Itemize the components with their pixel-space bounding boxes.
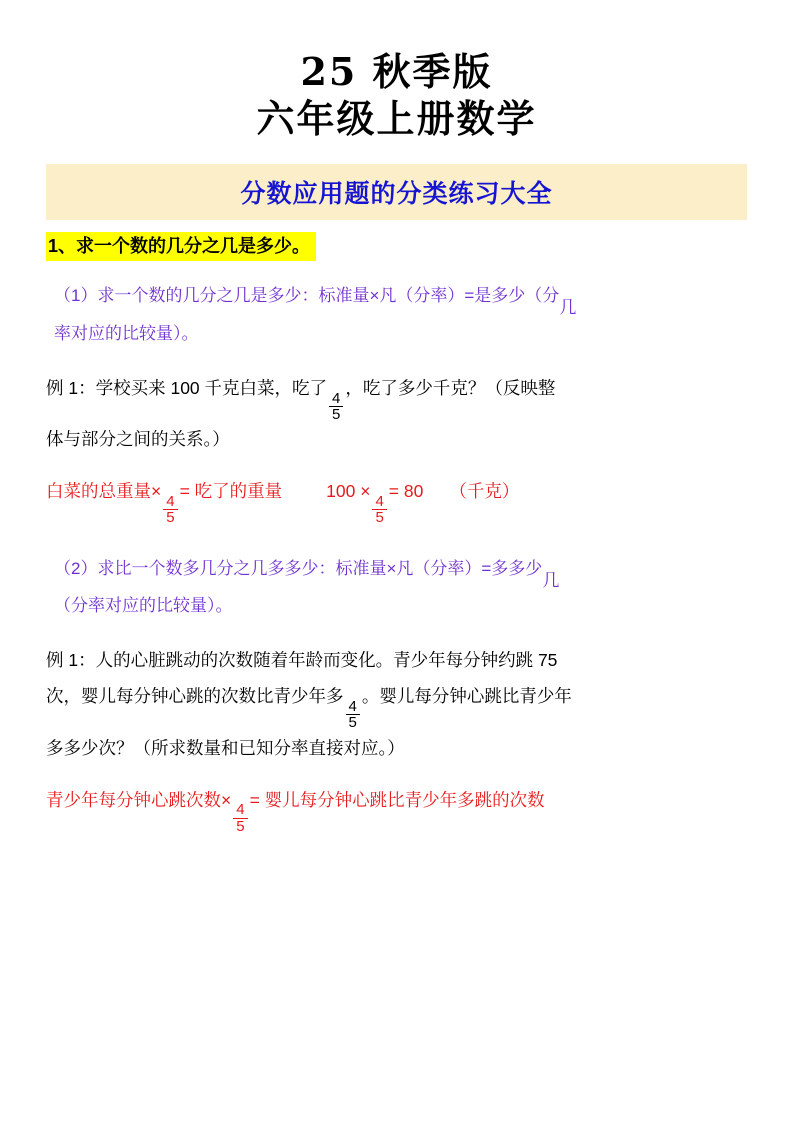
rule-1-stack — [559, 299, 576, 317]
rule-2-prefix: （2）求比一个数多几分之几多多少：标准量×凡（分率）=多多少 — [54, 558, 543, 578]
answer-1-part-b: = 吃了的重量 — [179, 481, 283, 502]
answer-1-part-a: 白菜的总重量× — [46, 481, 162, 502]
example-1-text-a: 例 1：学校买来 100 千克白菜，吃了 — [46, 377, 328, 398]
example-paragraph-2 — [46, 643, 747, 766]
answer-line-1 — [46, 474, 747, 525]
rule-1-stack-bottom: 几 — [559, 298, 577, 318]
answer-2-part-b: = 婴儿每分钟心跳比青少年多跳的次数 — [249, 789, 545, 810]
fraction-four-fifths — [329, 391, 343, 423]
fraction-four-fifths — [163, 494, 177, 526]
fraction-four-fifths — [346, 699, 360, 731]
example-2-text-b: 。婴儿每分钟心跳比青少年 — [361, 686, 572, 707]
fraction-denominator: 5 — [329, 406, 343, 422]
fraction-numerator: 4 — [166, 493, 175, 511]
rule-1-prefix: （1）求一个数的几分之几是多少：标准量×凡（分率）=是多少（分 — [54, 286, 560, 306]
banner-text: 分数应用题的分类练习大全 — [240, 178, 553, 208]
rule-paragraph-1 — [46, 279, 747, 351]
answer-line-2 — [46, 783, 747, 834]
fraction-denominator: 5 — [346, 714, 360, 730]
document-title — [46, 50, 747, 142]
example-2-line-1: 例 1：人的心脏跳动的次数随着年龄而变化。青少年每分钟约跳 75 — [46, 650, 558, 671]
fraction-numerator: 4 — [348, 698, 357, 716]
fraction-four-fifths — [372, 494, 386, 526]
section-heading-1: 1、求一个数的几分之几是多少。 — [46, 232, 316, 262]
fraction-denominator: 5 — [163, 509, 177, 525]
rule-1-suffix: 率对应的比较量）。 — [54, 323, 199, 343]
fraction-denominator: 5 — [372, 509, 386, 525]
rule-2-stack-bottom: 几 — [542, 570, 560, 590]
fraction-numerator: 4 — [236, 801, 245, 819]
answer-1-part-e: （千克） — [449, 481, 520, 502]
example-2-line-3: 多多少次？（所求数量和已知分率直接对应。） — [46, 737, 405, 758]
example-1-line-2: 体与部分之间的关系。） — [46, 429, 230, 450]
example-paragraph-1 — [46, 371, 747, 458]
section-heading-wrap — [46, 220, 747, 262]
answer-1-part-c: 100 × — [326, 481, 371, 502]
fraction-denominator: 5 — [233, 818, 247, 834]
fraction-four-fifths — [233, 802, 247, 834]
rule-2-stack — [542, 572, 559, 590]
example-1-text-b: ，吃了多少千克？（反映整 — [345, 377, 556, 398]
rule-2-suffix: （分率对应的比较量）。 — [54, 596, 233, 616]
answer-1-part-d: = 80 — [388, 481, 424, 502]
rule-paragraph-2 — [46, 552, 747, 624]
title-line-1: 25 秋季版 — [300, 49, 493, 94]
title-line-2: 六年级上册数学 — [256, 95, 537, 141]
example-2-text-a: 次，婴儿每分钟心跳的次数比青少年多 — [46, 686, 344, 707]
banner — [46, 164, 747, 220]
fraction-numerator: 4 — [375, 493, 384, 511]
fraction-numerator: 4 — [332, 389, 341, 407]
answer-2-part-a: 青少年每分钟心跳次数× — [46, 789, 232, 810]
